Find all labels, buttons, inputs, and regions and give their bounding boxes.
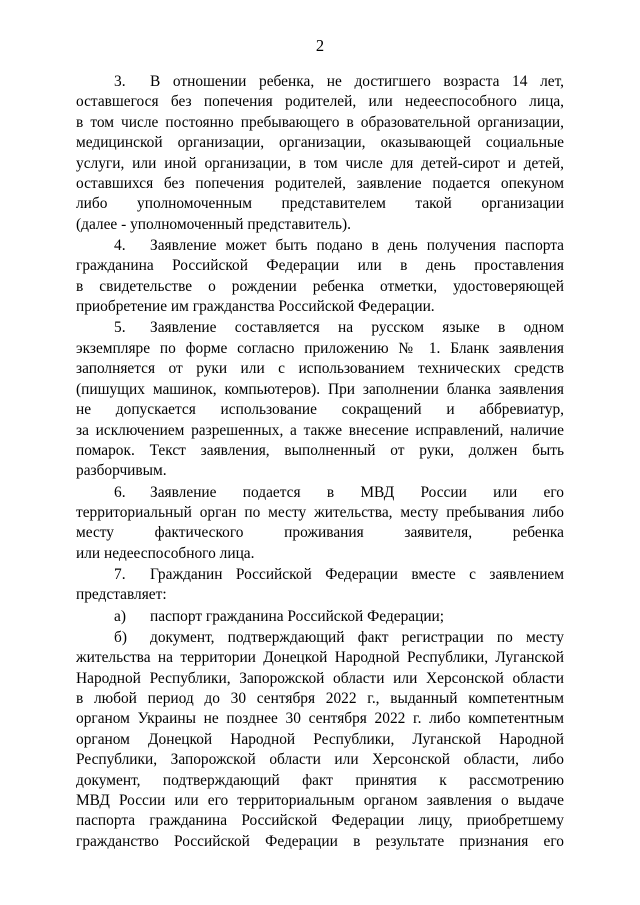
paragraph-line [76,92,564,112]
paragraph-line [76,133,564,153]
line-text: в свидетельстве о рождении ребенка отметки, удостоверяющей [76,277,564,295]
paragraph-number: б) [114,628,127,646]
paragraph-p5 [76,318,564,481]
paragraph-line [76,483,564,503]
paragraph-p6 [76,483,564,565]
paragraph-line [76,113,564,133]
paragraph-line [76,441,564,461]
line-text: органом Украины не позднее 30 сентября 2022 г. либо компетентным [76,710,564,728]
paragraph-number: 4. [114,237,126,255]
line-text: жительства на территории Донецкой Народной Республики, Луганской [76,649,564,667]
line-text: за исключением разрешенных, а также внесение исправлений, наличие [76,421,564,439]
line-text: (далее - уполномоченный представитель). [76,215,352,233]
paragraph-line [76,215,564,235]
paragraph-line [76,277,564,297]
line-text: не допускается использование сокращений и аббревиатур, [76,401,564,419]
line-text: в любой период до 30 сентября 2022 г., выданный компетентным [76,689,564,707]
line-text: МВД России или его территориальным органом заявления о выдаче [76,792,564,809]
paragraph-line [76,256,564,276]
line-text: помарок. Текст заявления, выполненный от руки, должен быть [76,441,564,459]
line-text: оставшихся без попечения родителей, заявление подается опекуном [76,175,564,193]
paragraph-line [76,585,564,605]
paragraph-line [76,318,564,338]
line-text: Народной Республики, Запорожской области или Херсонской области [76,669,564,687]
line-text: паспорта гражданина Российской Федерации лицу, приобретшему [76,812,564,830]
paragraph-p7 [76,565,564,606]
line-text: заполняется от руки или с использованием технических средств [76,360,564,378]
paragraph-line [76,709,564,729]
line-text: или недееспособного лица. [76,544,255,562]
line-text: в том числе постоянно пребывающего в образовательной организации, [76,113,564,131]
paragraph-number: 6. [114,483,126,501]
line-text: В отношении ребенка, не достигшего возраста 14 лет, [150,73,564,90]
paragraph-number: а) [114,607,126,625]
paragraph-line [76,339,564,359]
paragraph-line [76,544,564,564]
paragraph-line [76,380,564,400]
paragraph-number: 7. [114,565,126,583]
line-text: приобретение им гражданства Российской Федерации. [76,298,435,316]
line-text: Республики, Запорожской области или Херсонской области, либо [76,751,564,769]
line-text: медицинской организации, организации, оказывающей социальные [76,134,564,152]
paragraph-p3 [76,72,564,235]
paragraph-line [76,236,564,256]
line-text: Гражданин Российской Федерации вместе с заявлением [150,565,564,583]
document-body [76,72,564,852]
paragraph-line [76,461,564,481]
page-number: 2 [315,36,325,55]
line-text: Заявление подается в МВД России или его [150,483,564,501]
line-text: паспорт гражданина Российской Федерации; [150,607,445,625]
paragraph-line [76,400,564,420]
paragraph-number: 3. [114,73,126,90]
line-text: месту фактического проживания заявителя, ребенка [76,524,564,542]
line-text: гражданина Российской Федерации или в день проставления [76,257,564,275]
paragraph-line [76,730,564,750]
line-text: документ, подтверждающий факт регистрации по месту [150,628,564,646]
paragraph-line [76,648,564,668]
paragraph-line [76,523,564,543]
paragraph-line [76,791,564,811]
line-text: экземпляре по форме согласно приложению № 1. Бланк заявления [76,339,564,357]
paragraph-line [76,607,564,627]
paragraph-line [76,503,564,523]
paragraph-line [76,297,564,317]
line-text: Заявление составляется на русском языке в одном [150,319,564,337]
line-text: услуги, или иной организации, в том числе для детей-сирот и детей, [76,154,564,172]
line-text: оставшегося без попечения родителей, или недееспособного лица, [76,93,564,111]
line-text: органом Донецкой Народной Республики, Луганской Народной [76,730,564,748]
paragraph-line [76,628,564,648]
line-text: разборчивым. [76,462,167,480]
paragraph-line [76,154,564,174]
paragraph-line [76,72,564,92]
line-text: либо уполномоченным представителем такой организации [76,195,564,213]
line-text: Заявление может быть подано в день получения паспорта [150,237,564,255]
line-text: территориальный орган по месту жительства, месту пребывания либо [76,503,564,521]
paragraph-line [76,689,564,709]
paragraph-line [76,832,564,852]
paragraph-line [76,359,564,379]
paragraph-line [76,771,564,791]
paragraph-line [76,565,564,585]
paragraph-line [76,750,564,770]
paragraph-line [76,421,564,441]
line-text: гражданство Российской Федерации в результате признания его [76,832,564,850]
paragraph-p7b [76,628,564,852]
paragraph-p7a [76,607,564,627]
line-text: представляет: [76,586,167,604]
paragraph-line [76,811,564,831]
line-text: (пишущих машинок, компьютеров). При заполнении бланка заявления [76,380,564,398]
paragraph-line [76,174,564,194]
paragraph-line [76,194,564,214]
paragraph-p4 [76,236,564,318]
paragraph-line [76,669,564,689]
paragraph-number: 5. [114,319,126,337]
line-text: документ, подтверждающий факт принятия к рассмотрению [76,771,564,789]
